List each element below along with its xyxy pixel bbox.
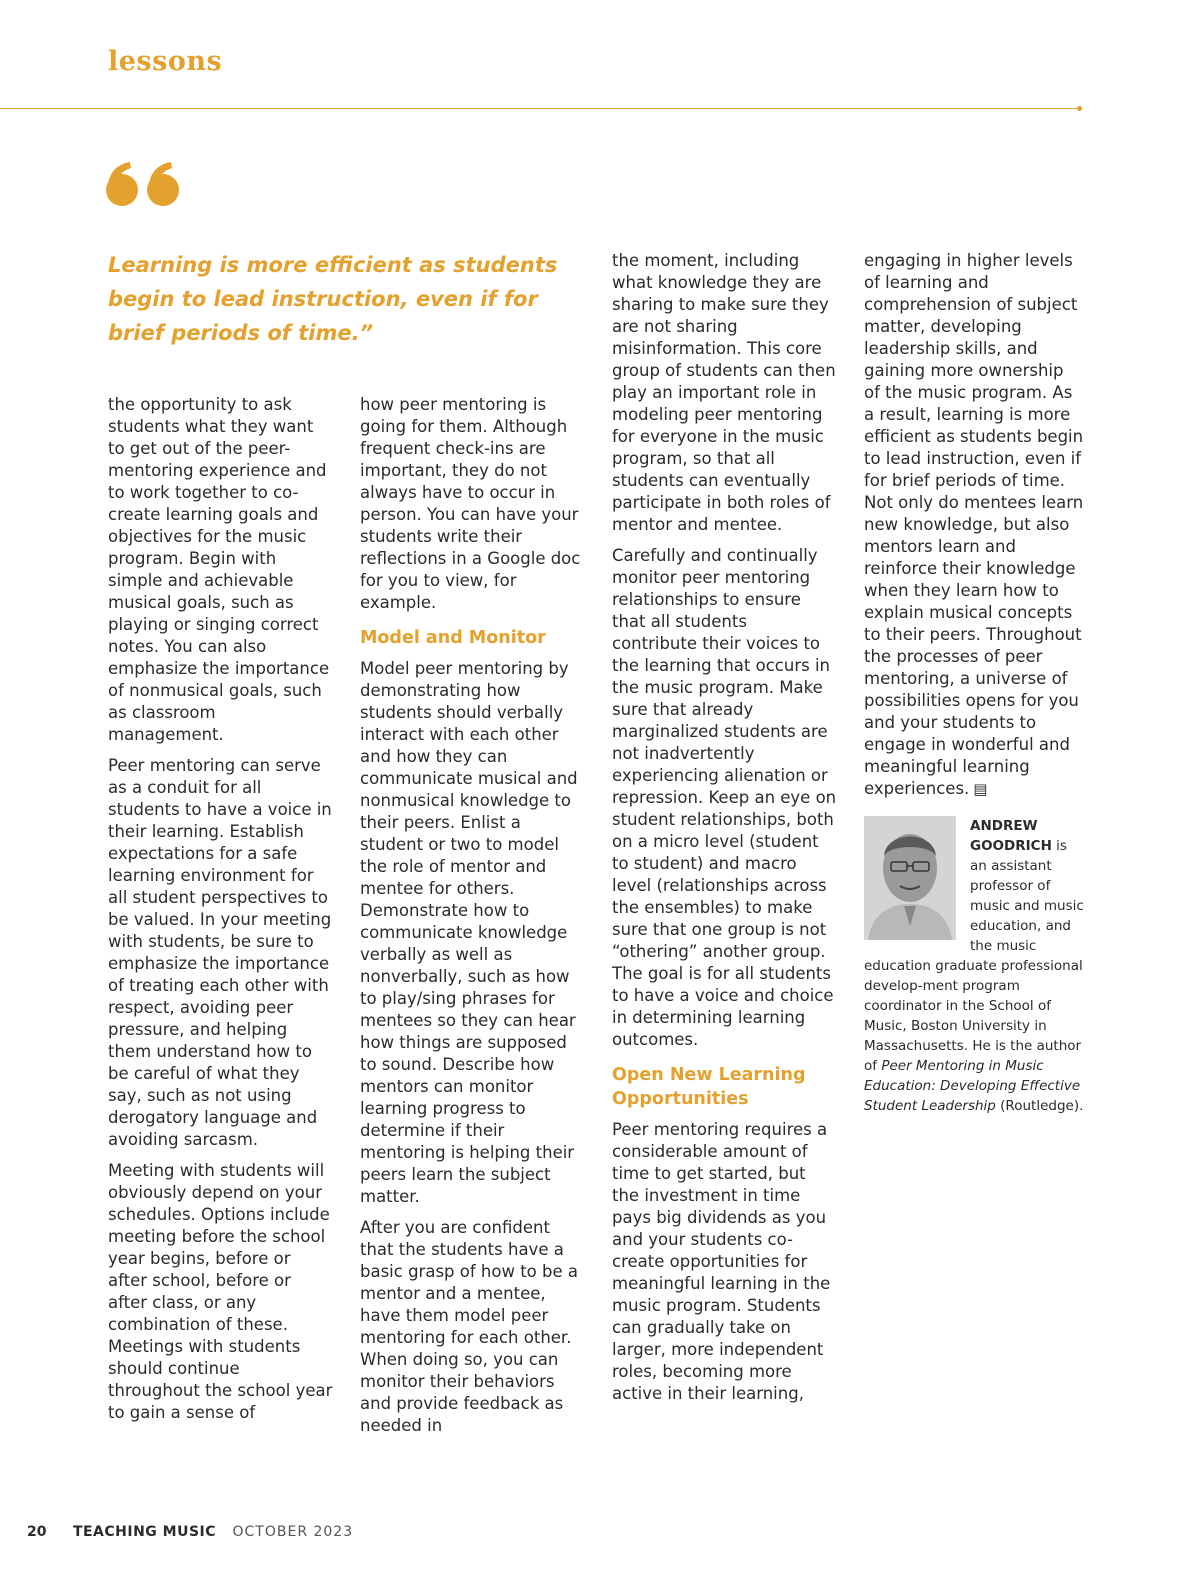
article-column-4: [864, 250, 1084, 1116]
paragraph: [864, 250, 1084, 800]
paragraph: the opportunity to ask students what they want to get out of the peer-mentoring experience and to work together to co-create learning goals and objectives for the music program. Begin with simple and achievable musical goals, such as playing or singing correct notes. You can also emphasize the importance of nonmusical goals, such as classroom management.: [108, 395, 330, 744]
page-footer: [27, 1524, 353, 1540]
bio-text: is an assistant professor of music and music education, and the music education graduate professional develop-ment program coordinator in the School of Music, Boston University in Massachusetts. He is the author of: [864, 838, 1084, 1074]
paragraph: After you are confident that the students have a basic grasp of how to be a mentor and a mentee, have them model peer mentoring for each other. When doing so, you can monitor their behaviors and provide feedback as needed in: [360, 1218, 578, 1435]
quote-mark-icon: [104, 160, 184, 208]
article-column-1: [108, 394, 333, 1433]
bio-text-end: (Routledge).: [995, 1098, 1084, 1114]
author-photo: [864, 816, 956, 940]
pull-quote: Learning is more efficient as students begin to lead instruction, even if for brief periods of time.”: [108, 253, 558, 345]
article-column-2: [360, 394, 585, 1446]
author-name: ANDREW GOODRICH: [970, 818, 1052, 854]
end-mark-icon: ▤: [973, 780, 988, 798]
article-column-3: [612, 250, 837, 1414]
paragraph: Peer mentoring can serve as a conduit for all students to have a voice in their learning. Establish expectations for a safe learning environment for all student perspectives to be valued. In your meeting with students, be sure to emphasize the importance of treating each other with respect, avoiding peer pressure, and helping them understand how to be careful of what they say, such as not using derogatory language and avoiding sarcasm.: [108, 756, 332, 1149]
magazine-name: TEACHING MUSIC: [72, 1524, 217, 1540]
header-rule: [0, 108, 1080, 109]
paragraph: how peer mentoring is going for them. Although frequent check-ins are important, they do not always have to occur in person. You can have your students write their reflections in a Google doc for you to view, for example.: [360, 395, 581, 612]
paragraph: Model peer mentoring by demonstrating how students should verbally interact with each other and how they can communicate musical and nonmusical knowledge to their peers. Enlist a student or two to model the role of mentor and mentee for others. Demonstrate how to communicate knowledge verbally as well as nonverbally, such as how to play/sing phrases for mentees so they can hear how things are supposed to sound. Describe how mentors can monitor learning progress to determine if their mentoring is helping their peers learn the subject matter.: [360, 659, 578, 1206]
page-number: 20: [27, 1524, 47, 1540]
paragraph: Carefully and continually monitor peer mentoring relationships to ensure that all students contribute their voices to the learning that occurs in the music program. Make sure that already marginalized students are not inadvertently experiencing alienation or repression. Keep an eye on student relationships, both on a micro level (student to student) and macro level (relationships across the ensembles) to make sure that one group is not “othering” another group. The goal is for all students to have a voice and choice in determining learning outcomes.: [612, 546, 837, 1049]
issue-date: OCTOBER 2023: [232, 1524, 354, 1540]
header-rule-dot: [1077, 106, 1082, 111]
paragraph: Peer mentoring requires a considerable amount of time to get started, but the investment in time pays big dividends as you and your students co-create opportunities for meaningful learning in the music program. Students can gradually take on larger, more independent roles, becoming more active in their learning,: [612, 1120, 831, 1403]
section-heading: Model and Monitor: [360, 628, 546, 648]
book-title: Peer Mentoring in Music Education: Developing Effective Student Leadership: [864, 1058, 1081, 1114]
section-label: lessons: [108, 46, 223, 77]
paragraph: the moment, including what knowledge they are sharing to make sure they are not sharing misinformation. This core group of students can then play an important role in modeling peer mentoring for everyone in the music program, so that all students can eventually participate in both roles of mentor and mentee.: [612, 251, 836, 534]
author-bio: [864, 816, 1084, 1116]
paragraph-text: engaging in higher levels of learning and comprehension of subject matter, developing leadership skills, and gaining more ownership of the music program. As a result, learning is more efficient as students begin to lead instruction, even if for brief periods of time. Not only do mentees learn new knowledge, but also mentors learn and reinforce their knowledge when they learn how to explain musical concepts to their peers. Throughout the processes of peer mentoring, a universe of possibilities opens for you and your students to engage in wonderful and meaningful learning experiences.: [864, 251, 1084, 798]
section-heading: Open New Learning Opportunities: [612, 1065, 806, 1109]
paragraph: Meeting with students will obviously depend on your schedules. Options include meeting before the school year begins, before or after school, before or after class, or any combination of these. Meetings with students should continue throughout the school year to gain a sense of: [108, 1161, 333, 1422]
